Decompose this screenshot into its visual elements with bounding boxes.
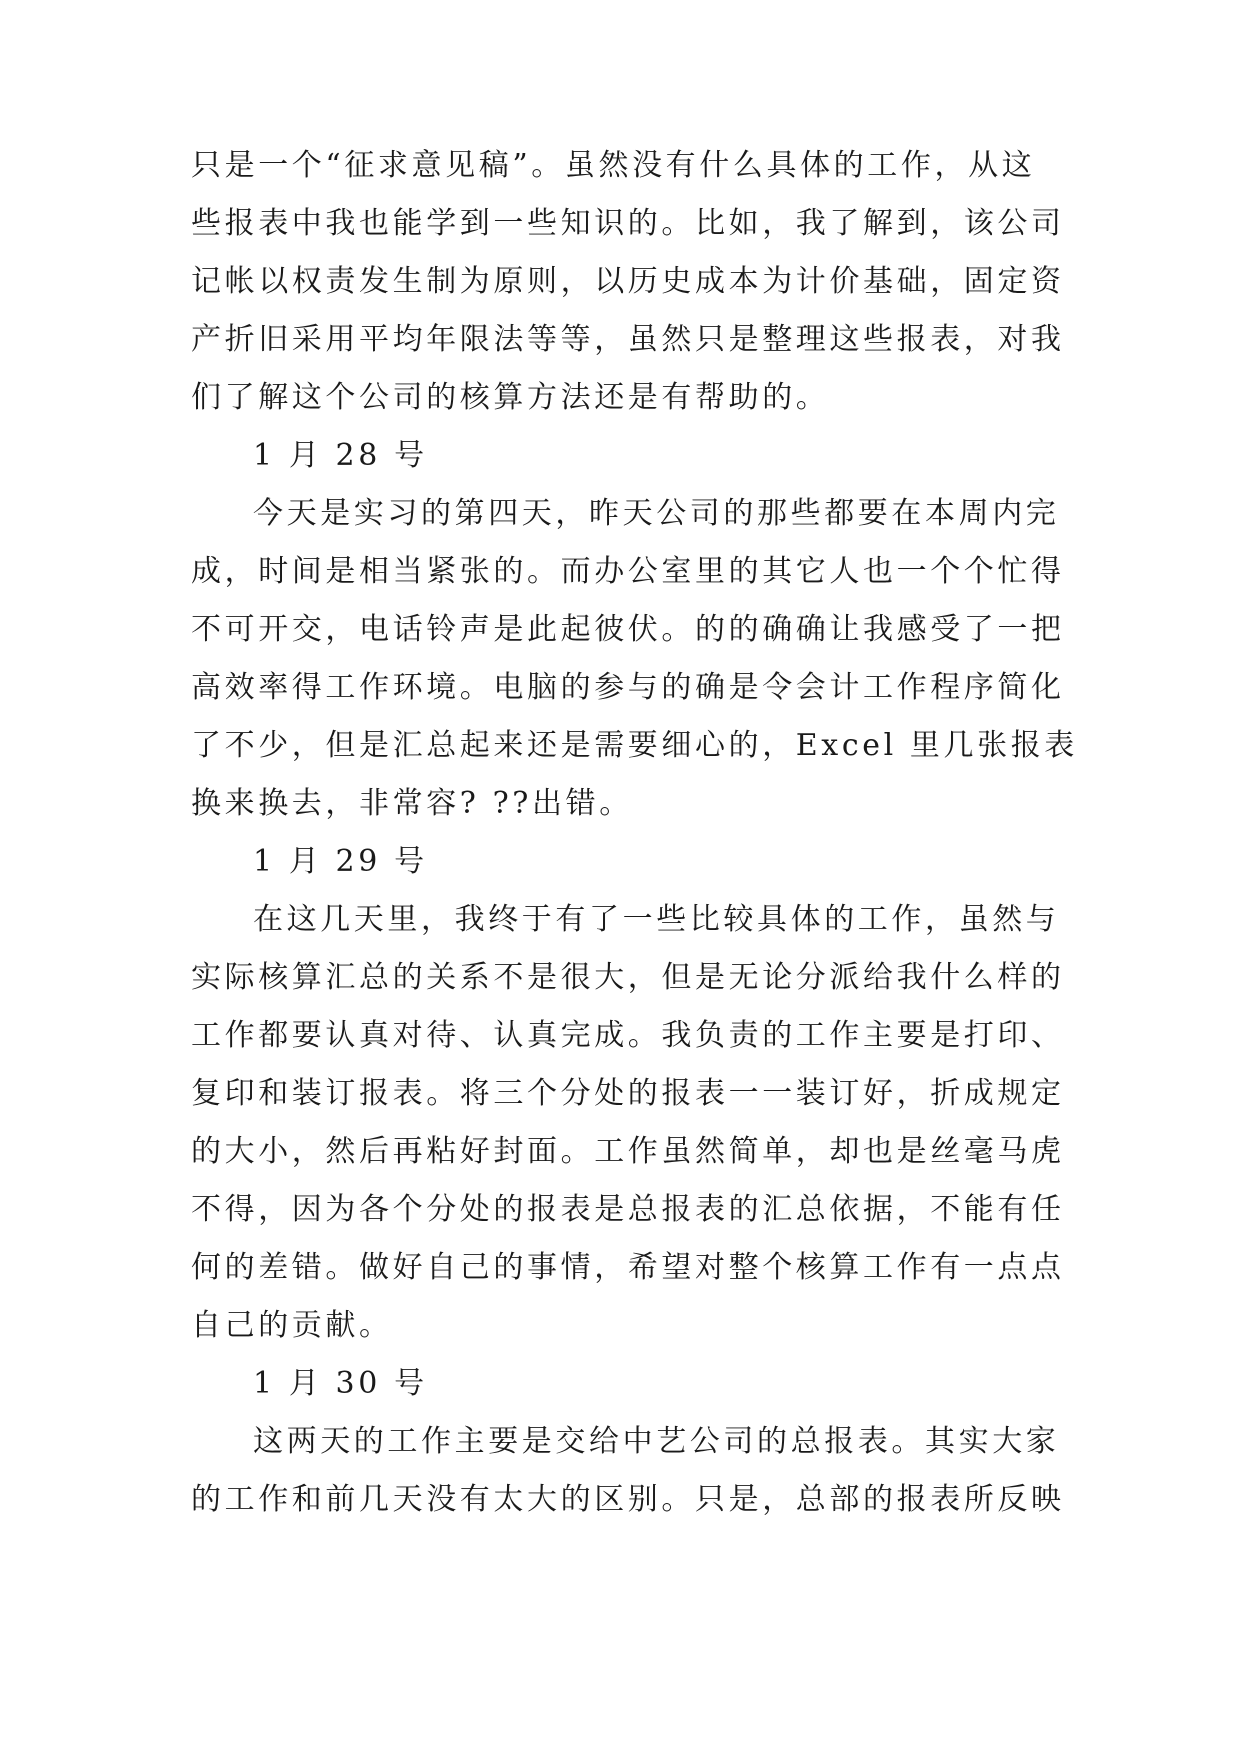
text-line: 高效率得工作环境。电脑的参与的确是令会计工作程序简化 <box>191 670 1065 705</box>
text-line: 何的差错。做好自己的事情，希望对整个核算工作有一点点 <box>191 1250 1065 1285</box>
date-heading: 1 月 30 号 <box>253 1366 428 1401</box>
paragraph-start: 今天是实习的第四天，昨天公司的那些都要在本周内完 <box>253 496 1060 531</box>
date-heading: 1 月 29 号 <box>253 844 428 879</box>
text-line: 了不少，但是汇总起来还是需要细心的，Excel 里几张报表 <box>191 728 1078 763</box>
text-line: 产折旧采用平均年限法等等，虽然只是整理这些报表，对我 <box>191 322 1065 357</box>
text-line: 只是一个“征求意见稿”。虽然没有什么具体的工作，从这 <box>191 148 1036 183</box>
text-line: 成，时间是相当紧张的。而办公室里的其它人也一个个忙得 <box>191 554 1065 589</box>
paragraph-start: 这两天的工作主要是交给中艺公司的总报表。其实大家 <box>253 1424 1060 1459</box>
text-line: 换来换去，非常容? ??出错。 <box>191 786 633 821</box>
text-line: 复印和装订报表。将三个分处的报表一一装订好，折成规定 <box>191 1076 1065 1111</box>
text-line: 的工作和前几天没有太大的区别。只是，总部的报表所反映 <box>191 1482 1065 1517</box>
text-line: 记帐以权责发生制为原则，以历史成本为计价基础，固定资 <box>191 264 1065 299</box>
text-line: 的大小，然后再粘好封面。工作虽然简单，却也是丝毫马虎 <box>191 1134 1065 1169</box>
text-line: 们了解这个公司的核算方法还是有帮助的。 <box>191 380 830 415</box>
text-line: 自己的贡献。 <box>191 1308 393 1343</box>
date-heading: 1 月 28 号 <box>253 438 428 473</box>
text-line: 些报表中我也能学到一些知识的。比如，我了解到，该公司 <box>191 206 1065 241</box>
text-line: 实际核算汇总的关系不是很大，但是无论分派给我什么样的 <box>191 960 1065 995</box>
paragraph-start: 在这几天里，我终于有了一些比较具体的工作，虽然与 <box>253 902 1060 937</box>
text-line: 工作都要认真对待、认真完成。我负责的工作主要是打印、 <box>191 1018 1065 1053</box>
text-line: 不得，因为各个分处的报表是总报表的汇总依据，不能有任 <box>191 1192 1065 1227</box>
text-line: 不可开交，电话铃声是此起彼伏。的的确确让我感受了一把 <box>191 612 1065 647</box>
